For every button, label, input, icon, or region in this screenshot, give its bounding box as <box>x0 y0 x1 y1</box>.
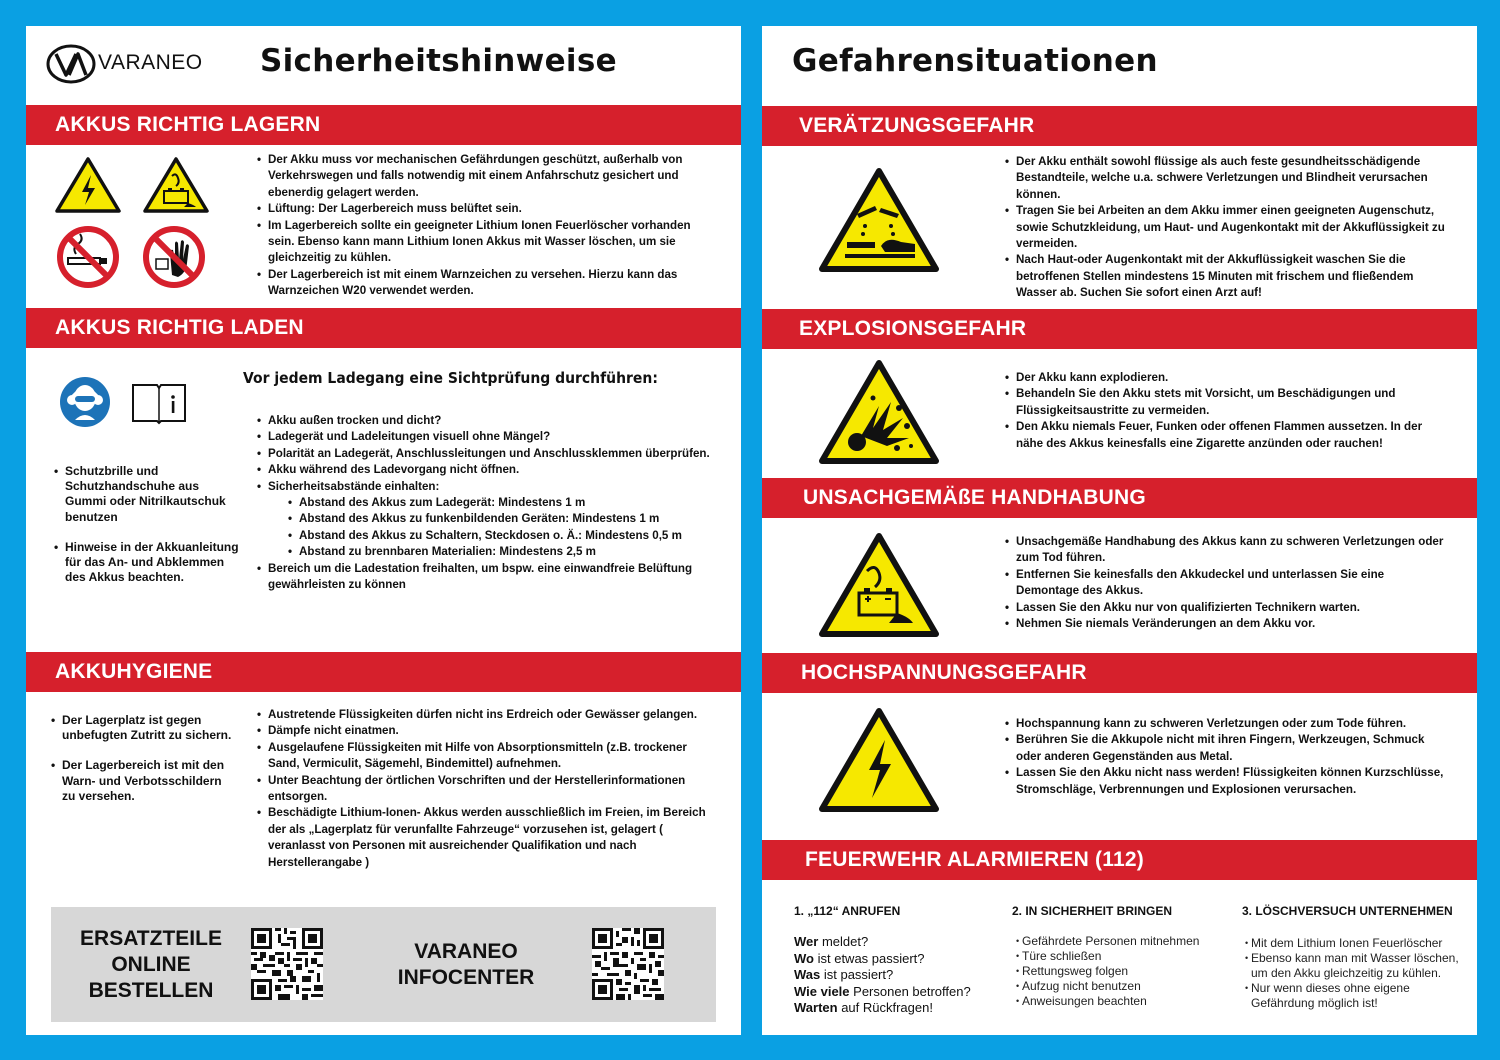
list-item: • Abstand des Akkus zu Schaltern, Steckdosen o. Ä.: Mindestens 0,5 m <box>288 528 717 544</box>
list-item: • Türe schließen <box>1016 949 1226 964</box>
list-item: • Der Lagerplatz ist gegen unbefugten Zutritt zu sichern. <box>51 713 236 743</box>
feuerwehr-step-1-list <box>794 934 971 1017</box>
section-header-handhabung <box>762 478 1477 518</box>
link-line: BESTELLEN <box>88 979 214 1002</box>
list-item: • Entfernen Sie keinesfalls den Akkudeckel und unterlassen Sie eine Demontage des Akkus. <box>1005 567 1445 600</box>
section-title: AKKUHYGIENE <box>55 660 213 683</box>
link-line: ERSATZTEILE <box>80 927 222 950</box>
battery-hazard-warning-icon <box>817 531 941 639</box>
list-item: • Aufzug nicht benutzen <box>1016 979 1226 994</box>
list-item: • Gefährdete Personen mitnehmen <box>1016 934 1226 949</box>
list-item: • Unter Beachtung der örtlichen Vorschriften und der Herstellerinformationen entsorgen. <box>257 773 717 806</box>
list-item: • Ladegerät und Ladeleitungen visuell ohne Mängel? <box>257 429 717 445</box>
list-item: Wo ist etwas passiert? <box>794 950 925 966</box>
list-item: • Beschädigte Lithium-Ionen- Akkus werden ausschließlich im Freien, im Bereich der als „Lagerplatz für verunfallte Fahrzeuge“ vorzusehen ist, gelagert ( veranlasst von Personen mit ausreichender Qualifikation und nach Herstellerangabe ) <box>257 805 717 871</box>
hochspannung-list <box>1005 716 1445 798</box>
list-item: • Polarität an Ladegerät, Anschlussleitungen und Anschlussklemmen überprüfen. <box>257 446 717 462</box>
list-item: • Der Akku enthält sowohl flüssige als auch feste gesundheitsschädigende Bestandteile, welche u.a. schwere Verletzungen und Blindheit verursachen können. <box>1005 154 1445 203</box>
qr-code-infocenter-icon[interactable] <box>592 928 664 1000</box>
list-item: • Den Akku niemals Feuer, Funken oder offenen Flammen aussetzen. In der nähe des Akkus keinesfalls eine Zigarette anzünden oder rauchen! <box>1005 419 1445 452</box>
infocenter-link[interactable] <box>381 939 551 991</box>
hygiene-list <box>257 707 717 871</box>
list-item: • Austretende Flüssigkeiten dürfen nicht ins Erdreich oder Gewässer gelangen. <box>257 707 717 723</box>
link-line: VARANEO <box>414 940 518 963</box>
list-item: • Akku während des Ladevorgang nicht öffnen. <box>257 462 717 478</box>
section-header-feuerwehr <box>762 840 1477 880</box>
varaneo-logo-icon <box>46 44 96 84</box>
section-title: EXPLOSIONSGEFAHR <box>799 317 1027 340</box>
list-item: • Rettungsweg folgen <box>1016 964 1226 979</box>
list-item: • Abstand des Akkus zu funkenbildenden Geräten: Mindestens 1 m <box>288 511 717 527</box>
feuerwehr-step-2-title: 2. IN SICHERHEIT BRINGEN <box>1012 904 1173 918</box>
list-item: • Nur wenn dieses ohne eigene Gefährdung möglich ist! <box>1245 981 1467 1011</box>
page-title-right: Gefahrensituationen <box>792 43 1158 79</box>
laden-side-list <box>54 464 239 600</box>
list-item: • Akku außen trocken und dicht? <box>257 413 717 429</box>
list-item: • Der Akku muss vor mechanischen Gefährdungen geschützt, außerhalb von Verkehrswegen und falls notwendig mit einem Anfahrschutz gesichert und ebenerdig gelagert werden. <box>257 152 717 201</box>
explosion-list <box>1005 370 1445 452</box>
veraetzung-list <box>1005 154 1445 302</box>
battery-corrosion-warning-icon <box>142 156 210 214</box>
section-header-explosion <box>762 309 1477 349</box>
list-item: Wie viele Personen betroffen? <box>794 983 971 999</box>
list-item: • Der Akku kann explodieren. <box>1005 370 1445 386</box>
list-item: • Anweisungen beachten <box>1016 994 1226 1009</box>
ersatzteile-link[interactable] <box>71 926 231 1004</box>
list-item: • Ebenso kann man mit Wasser löschen, um den Akku gleichzeitig zu kühlen. <box>1245 951 1467 981</box>
list-item: • Berühren Sie die Akkupole nicht mit ihren Fingern, Werkzeugen, Schmuck oder anderen Gegenständen aus Metal. <box>1005 732 1445 765</box>
section-title: AKKUS RICHTIG LADEN <box>55 316 304 339</box>
corrosive-warning-icon <box>817 166 941 274</box>
page-title-left: Sicherheitshinweise <box>260 43 617 79</box>
high-voltage-warning-icon <box>817 706 941 814</box>
list-item: Wer meldet? <box>794 934 869 949</box>
high-voltage-warning-icon <box>54 156 122 214</box>
list-item: • Bereich um die Ladestation freihalten, um bspw. eine einwandfreie Belüftung gewährleisten zu können <box>257 561 717 594</box>
list-item: • Abstand des Akkus zum Ladegerät: Mindestens 1 m <box>288 495 717 511</box>
list-item: • Lüftung: Der Lagerbereich muss belüftet sein. <box>257 201 717 217</box>
right-panel <box>762 26 1477 1035</box>
link-line: ONLINE <box>111 953 191 976</box>
feuerwehr-step-2-list <box>1016 934 1226 1009</box>
protective-gear-mandatory-icon <box>59 376 111 428</box>
section-header-hygiene <box>26 652 741 692</box>
hygiene-side-list <box>51 713 236 819</box>
section-title: VERÄTZUNGSGEFAHR <box>799 114 1035 137</box>
section-header-hochspannung <box>762 653 1477 693</box>
no-smoking-prohibition-icon <box>56 225 120 289</box>
list-item: • Ausgelaufene Flüssigkeiten mit Hilfe von Absorptionsmitteln (z.B. trockener Sand, Vermiculit, Sägemehl, Bindemittel) aufnehmen. <box>257 740 717 773</box>
list-item: • Nehmen Sie niemals Veränderungen an dem Akku vor. <box>1005 616 1445 632</box>
link-line: INFOCENTER <box>397 966 535 989</box>
handhabung-list <box>1005 534 1445 632</box>
section-title: AKKUS RICHTIG LAGERN <box>55 113 321 136</box>
list-item: • Behandeln Sie den Akku stets mit Vorsicht, um Beschädigungen und Flüssigkeitsaustritte zu vermeiden. <box>1005 386 1445 419</box>
section-title: HOCHSPANNUNGSGEFAHR <box>801 661 1087 684</box>
list-item: • Dämpfe nicht einatmen. <box>257 723 717 739</box>
list-item: • Hochspannung kann zu schweren Verletzungen oder zum Tode führen. <box>1005 716 1445 732</box>
list-item: • Der Lagerbereich ist mit den Warn- und Verbotsschildern zu versehen. <box>51 758 236 804</box>
section-header-lagern <box>26 105 741 145</box>
laden-subtitle: Vor jedem Ladegang eine Sichtprüfung durchführen: <box>243 369 658 387</box>
list-item: Warten auf Rückfragen! <box>794 1000 933 1016</box>
list-item: • Unsachgemäße Handhabung des Akkus kann zu schweren Verletzungen oder zum Tod führen. <box>1005 534 1445 567</box>
lagern-list <box>257 152 717 300</box>
no-touch-prohibition-icon <box>142 225 206 289</box>
section-title: FEUERWEHR ALARMIEREN (112) <box>805 848 1144 871</box>
section-title: UNSACHGEMÄßE HANDHABUNG <box>803 486 1146 509</box>
laden-list <box>257 413 717 593</box>
list-item: • Der Lagerbereich ist mit einem Warnzeichen zu versehen. Hierzu kann das Warnzeichen W20 verwendet werden. <box>257 267 717 300</box>
list-item: • Sicherheitsabstände einhalten: <box>257 479 717 495</box>
list-item: • Tragen Sie bei Arbeiten an dem Akku immer einen geeigneten Augenschutz, sowie Schutzkleidung, um Haut- und Augenkontakt mit der Akkuflüssigkeit zu vermeiden. <box>1005 203 1445 252</box>
read-manual-icon <box>130 381 188 425</box>
brand-name: VARANEO <box>98 51 203 74</box>
list-item: • Im Lagerbereich sollte ein geeigneter Lithium Ionen Feuerlöscher vorhanden sein. Ebenso kann mann Lithium Ionen Akkus mit Wasser löschen, um sie gleichzeitig zu kühlen. <box>257 218 717 267</box>
list-item: • Schutzbrille und Schutzhandschuhe aus Gummi oder Nitrilkautschuk benutzen <box>54 464 239 525</box>
list-item: • Nach Haut-oder Augenkontakt mit der Akkuflüssigkeit waschen Sie die betroffenen Stellen mindestens 15 Minuten mit frischem und fließendem Wasser ab. Suchen Sie sofort einen Arzt auf! <box>1005 252 1445 301</box>
section-header-laden <box>26 308 741 348</box>
qr-code-ersatzteile-icon[interactable] <box>251 928 323 1000</box>
list-item: • Lassen Sie den Akku nicht nass werden! Flüssigkeiten können Kurzschlüsse, Stromschläge, Verbrennungen und Explosionen verursachen. <box>1005 765 1445 798</box>
explosive-warning-icon <box>817 358 941 466</box>
feuerwehr-step-3-list <box>1245 936 1467 1011</box>
list-item: • Mit dem Lithium Ionen Feuerlöscher <box>1245 936 1467 951</box>
left-panel <box>26 26 741 1035</box>
footer-links-box <box>51 907 716 1022</box>
list-item: Was ist passiert? <box>794 967 894 983</box>
list-item: • Abstand zu brennbaren Materialien: Mindestens 2,5 m <box>288 544 717 560</box>
list-item: • Lassen Sie den Akku nur von qualifizierten Technikern warten. <box>1005 600 1445 616</box>
feuerwehr-step-1-title: 1. „112“ ANRUFEN <box>794 904 901 918</box>
section-header-veraetzung <box>762 106 1477 146</box>
list-item: • Hinweise in der Akkuanleitung für das An- und Abklemmen des Akkus beachten. <box>54 540 239 586</box>
feuerwehr-step-3-title: 3. LÖSCHVERSUCH UNTERNEHMEN <box>1242 904 1453 918</box>
